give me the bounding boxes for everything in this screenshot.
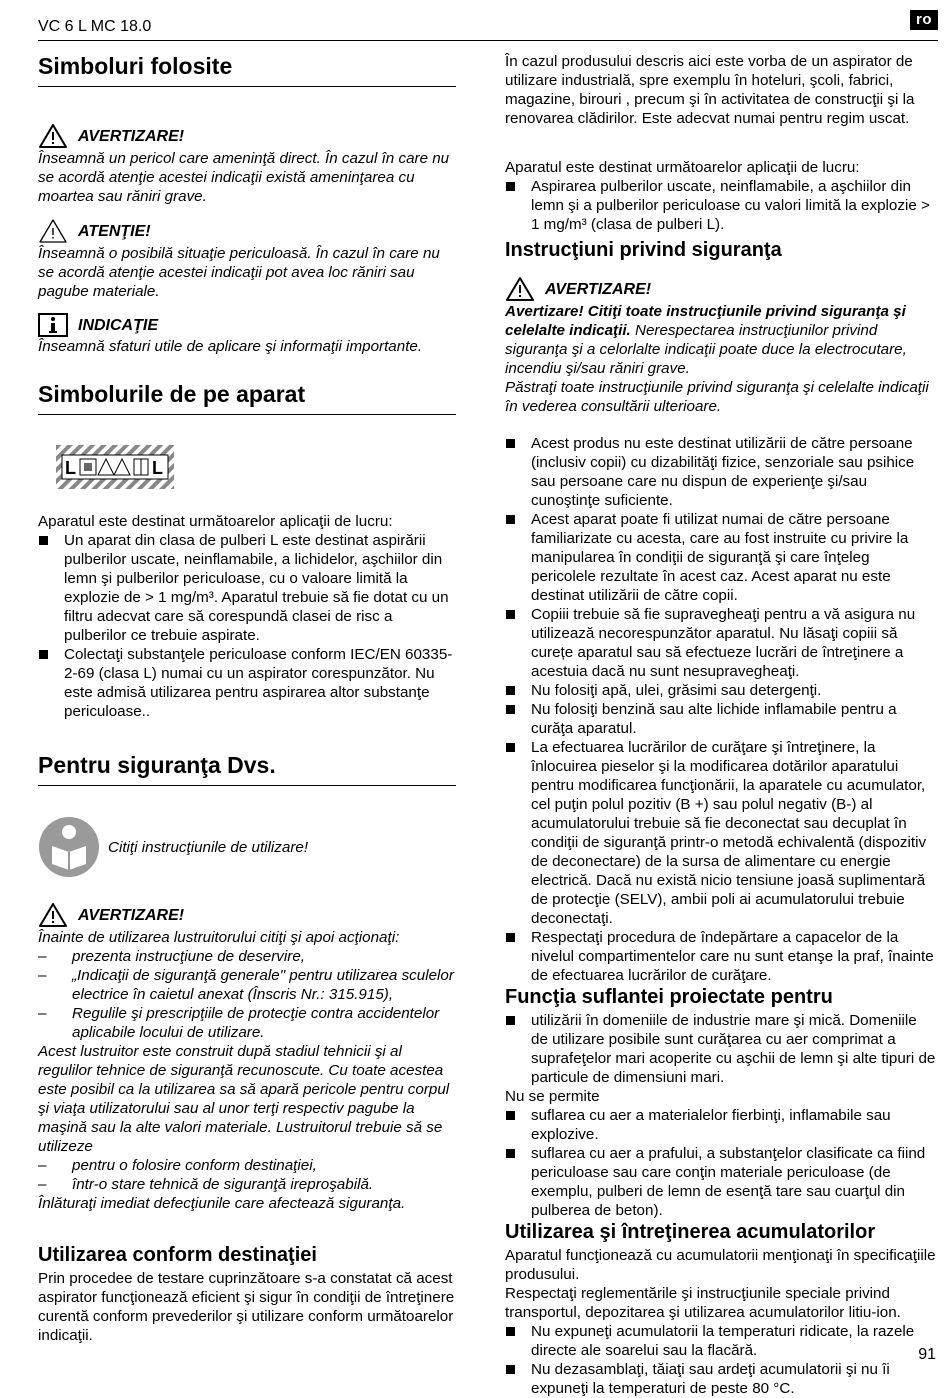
right-column (505, 52, 937, 1398)
caution-description: Înseamnă o posibilă situaţie periculoasă. În cazul în care nu se acordă atenţie acestei indicaţii pot avea loc răniri sau pagube materiale. (38, 245, 440, 300)
read-before-list (38, 947, 456, 1042)
language-badge: ro (910, 10, 938, 30)
page-header (38, 8, 938, 41)
list-item: – prezenta instrucţiune de deservire, (38, 947, 456, 966)
read-instructions-row (38, 816, 456, 878)
svg-text:L: L (65, 458, 76, 478)
warning-triangle-icon (38, 123, 68, 149)
list-item: Acest produs nu este destinat utilizării de către persoane (inclusiv copii) cu dizabilităţi fizice, senzoriale sau psihice sau persoane care nu dispun de experienţe şi/sau cunoştinţe suficiente. (505, 434, 937, 510)
warning-heading (38, 123, 456, 149)
general-safety-warning (505, 302, 937, 378)
warning-description: Înseamnă un pericol care ameninţă direct. În cazul în care nu se acordă atenţie acestei indicaţii există ameninţarea cu moartea sau răniri grave. (38, 150, 450, 205)
svg-text:L: L (152, 458, 163, 478)
list-item: Nu dezasamblaţi, tăiaţi sau ardeţi acumulatorii şi nu îi expuneţi la temperaturi de peste 80 °C. (505, 1360, 937, 1398)
section-title-battery-care: Utilizarea şi întreţinerea acumulatorilor (505, 1221, 876, 1243)
page-number: 91 (918, 1346, 936, 1363)
list-item: – Regulile şi prescripţiile de protecţie contra accidentelor aplicabile locului de utilizare. (38, 1004, 456, 1042)
warning-triangle-icon (38, 902, 68, 928)
read-instructions-text: Citiţi instrucţiunile de utilizare! (108, 838, 309, 856)
left-column (38, 52, 456, 1345)
list-item: – într-o stare tehnică de siguranţă ireproşabilă. (38, 1175, 456, 1194)
section-title-blower-function: Funcţia suflantei proiectate pentru (505, 986, 833, 1008)
applications-list (505, 177, 937, 234)
safety-items-list (505, 434, 937, 985)
read-manual-icon (38, 816, 100, 878)
note-label: INDICAŢIE (78, 316, 158, 334)
battery-text-2: Respectaţi reglementările şi instrucţiunile speciale privind transportul, depozitarea şi utilizarea acumulatorilor litiu-ion. (505, 1285, 901, 1321)
list-item: Nu expuneţi acumulatorii la temperaturi ridicate, la razele directe ale soarelui sau la flacără. (505, 1322, 937, 1360)
list-item: suflarea cu aer a materialelor fierbinţi, inflamabile sau explozive. (505, 1106, 937, 1144)
blower-uses-list (505, 1011, 937, 1087)
list-item: Copiii trebuie să fie supravegheaţi pentru a vă asigura nu utilizează necorespunzător aparatul. Nu lăsaţi copiii să curețe aparatul sau să efectueze lucrări de întreţinere a acestuia dacă nu sunt nesupravegheaţi. (505, 605, 937, 681)
warning-heading-2 (38, 902, 456, 928)
not-permitted-label: Nu se permite (505, 1088, 600, 1105)
list-item: Un aparat din clasa de pulberi L este destinat aspirării pulberilor uscate, neinflamabile, a lichidelor, aşchiilor din lemn şi pulberilor periculoase, cu o valoare limită la explozie de > 1 mg/m³. Aparatul trebuie să fie dotat cu un filtru adecvat care să corespundă clasei de risc a pulberilor ce trebuie aspirate. (38, 531, 456, 645)
caution-triangle-icon (38, 218, 68, 244)
device-intro: Aparatul este destinat următoarelor aplicaţii de lucru: (38, 513, 393, 530)
safety-paragraph: Acest lustruitor este construit după stadiul tehnicii şi al regulilor tehnice de siguranţă recunoscute. Cu toate acestea este posibil ca la utilizarea sa să apară pericole pentru corpul şi viaţa utilizatorului sau al unor terţi respectiv pagube la maşină sau la alte valori materiale. Lustruitorul trebuie să se utilizeze (38, 1043, 450, 1155)
section-title-safety-instructions: Instrucţiuni privind siguranţa (505, 239, 782, 261)
caution-heading (38, 218, 456, 244)
list-item: – „Indicaţii de siguranţă generale" pentru utilizarea sculelor electrice în caietul anexat (Înscris Nr.: 315.915), (38, 966, 456, 1004)
list-item: La efectuarea lucrărilor de curăţare şi întreţinere, la înlocuirea pieselor şi la modificarea dotărilor aparatului pentru modificarea funcţionării, la aparatele cu acumulator, cel puţin polul pozitiv (B +) sau polul negativ (B-) al acumulatorului trebuie să fie deconectat sau decuplat în condiţii de siguranţă printr-o metodă echivalentă (dispozitiv de deconectare) de la sursa de alimentare cu energie electrică. Dacă nu există nicio tensiune joasă suplimentară de protecţie (SELV), ambii poli ai acumulatorului trebuie deconectaţi. (505, 738, 937, 928)
model-number: VC 6 L MC 18.0 (38, 18, 152, 35)
list-item: Nu folosiţi apă, ulei, grăsimi sau detergenţi. (505, 681, 937, 700)
usage-conditions-list (38, 1156, 456, 1194)
safety-warning-rest: Nerespectarea instrucţiunilor privind siguranţa şi a celorlalte indicaţii poate duce la electrocutare, incendiu şi/sau răniri grave. (505, 322, 907, 377)
applications-intro: Aparatul este destinat următoarelor aplicaţii de lucru: (505, 159, 860, 176)
battery-text-1: Aparatul funcţionează cu acumulatorii menţionaţi în specificaţiile produsului. (505, 1247, 936, 1283)
list-item: suflarea cu aer a prafului, a substanţelor clasificate ca fiind periculoase sau care conţin materiale periculoase (de exemplu, pulberi de lemn de esenţă tare sau cuarţul din pulberea de beton). (505, 1144, 937, 1220)
warning-label: AVERTIZARE! (78, 906, 185, 924)
dust-class-l-label-icon (56, 445, 174, 489)
caution-label: ATENŢIE! (78, 222, 151, 240)
list-item: Acest aparat poate fi utilizat numai de către persoane familiarizate cu acesta, care au fost instruite cu privire la manipularea în condiţii de siguranţă şi care înţeleg pericolele rezultate în acest caz. Acest aparat nu este destinat utilizării de către copii. (505, 510, 937, 605)
note-heading (38, 313, 456, 337)
list-item: Respectaţi procedura de îndepărtare a capacelor de la nivelul compartimentelor care nu sunt etanşe la praf, înainte de efectuarea lucrărilor de curăţare. (505, 928, 937, 985)
remove-defects-text: Înlăturaţi imediat defecţiunile care afectează siguranţa. (38, 1195, 406, 1212)
intended-use-text: Prin procedee de testare cuprinzătoare s-a constatat că acest aspirator funcţionează eficient şi sigur în condiţii de întreţinere curentă conform prevederilor şi utilizare conform următoarelor indicaţii. (38, 1270, 455, 1344)
list-item: Nu folosiţi benzină sau alte lichide inflamabile pentru a curăţa aparatul. (505, 700, 937, 738)
note-description: Înseamnă sfaturi utile de aplicare şi informaţii importante. (38, 338, 423, 355)
product-description: În cazul produsului descris aici este vorba de un aspirator de utilizare industrială, spre exemplu în hoteluri, şcoli, fabrici, magazine, birouri , precum şi în activitatea de construcţii şi la renovarea clădirilor. Este adecvat numai pentru regim uscat. (505, 53, 915, 127)
keep-instructions-text: Păstraţi toate instrucţiunile privind siguranţa şi celelalte indicaţii în vederea consultării ulterioare. (505, 379, 929, 415)
warning-heading-3 (505, 276, 937, 302)
section-title-intended-use: Utilizarea conform destinaţiei (38, 1244, 317, 1266)
warning-triangle-icon (505, 276, 535, 302)
not-permitted-list (505, 1106, 937, 1220)
battery-rules-list (505, 1322, 937, 1398)
list-item: Aspirarea pulberilor uscate, neinflamabile, a aşchiilor din lemn şi a pulberilor periculoase cu valori limită la explozie > 1 mg/m³ (clasa de pulberi L). (505, 177, 937, 234)
list-item: utilizării în domeniile de industrie mare şi mică. Domeniile de utilizare posibile sunt curăţarea cu aer comprimat a suprafeţelor mari acoperite cu aşchii de lemn şi alte tipuri de particule de dimensiuni mari. (505, 1011, 937, 1087)
warning-label: AVERTIZARE! (545, 280, 652, 298)
section-title-symbols: Simboluri folosite (38, 52, 456, 87)
list-item: Colectaţi substanţele periculoase conform IEC/EN 60335-2-69 (clasa L) numai cu un aspirator corespunzător. Nu este admisă utilizarea pentru aspirarea altor substanţe periculoase.. (38, 645, 456, 721)
list-item: – pentru o folosire conform destinaţiei, (38, 1156, 456, 1175)
section-title-device-symbols: Simbolurile de pe aparat (38, 380, 456, 415)
warning-label: AVERTIZARE! (78, 127, 185, 145)
device-symbols-list (38, 531, 456, 721)
warning-intro: Înainte de utilizarea lustruitorului citiţi şi apoi acţionaţi: (38, 929, 400, 946)
info-icon (38, 313, 68, 337)
section-title-your-safety: Pentru siguranţa Dvs. (38, 751, 456, 786)
safety-warning-bold: Avertizare! Citiţi toate instrucţiunile privind siguranţa şi celelalte indicaţii. (505, 303, 906, 339)
